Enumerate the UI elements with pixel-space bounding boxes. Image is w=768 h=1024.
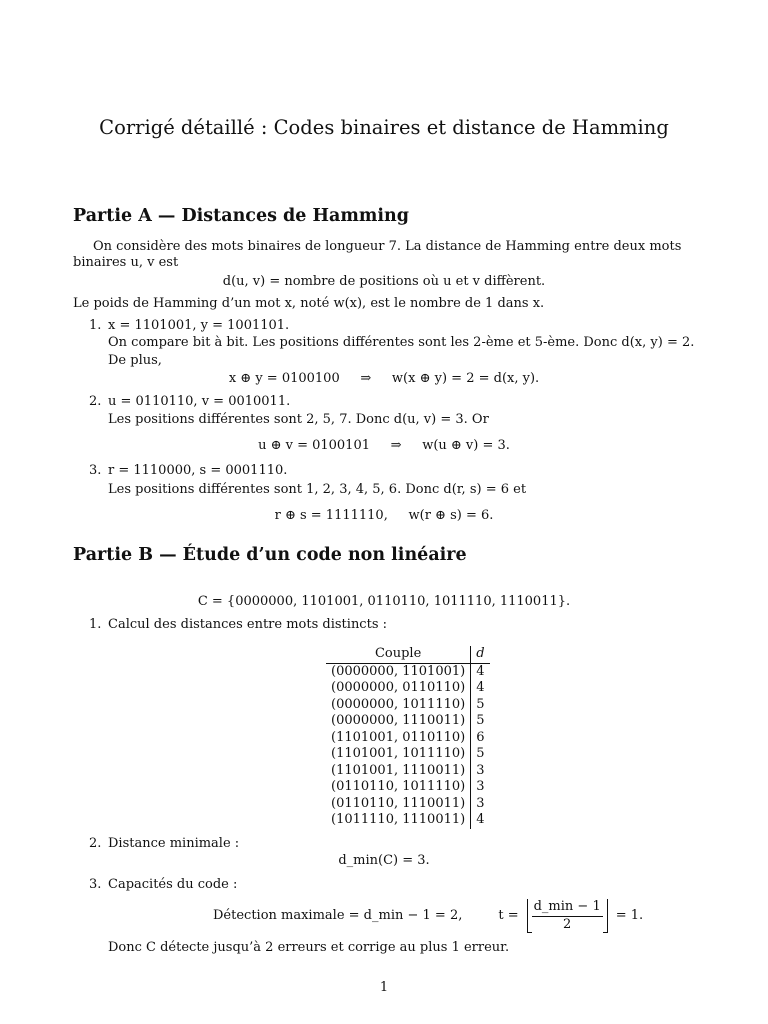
distance-cell: 5 xyxy=(471,697,490,714)
detection-equation: Détection maximale = d_min − 1 = 2, xyxy=(213,907,463,923)
column-header-d: d xyxy=(471,646,490,663)
distance-cell: 5 xyxy=(471,746,490,763)
section-heading-b: Partie B — Étude d’un code non linéaire xyxy=(73,545,467,565)
couple-cell: (1101001, 1110011) xyxy=(331,762,466,778)
code-definition: C = {0000000, 1101001, 0110110, 1011110, 1110011}. xyxy=(197,594,571,609)
fraction-numerator: d_min − 1 xyxy=(532,899,603,916)
item-words: u = 0110110, v = 0010011. xyxy=(108,394,291,409)
couple-cell: (0110110, 1011110) xyxy=(331,779,466,794)
capacity-equations xyxy=(213,896,643,936)
fraction-denominator: 2 xyxy=(563,916,572,932)
table-row xyxy=(326,812,490,829)
couple-cell: (1011110, 1110011) xyxy=(331,812,466,827)
item-words: r = 1110000, s = 0001110. xyxy=(108,463,288,478)
t-result: = 1. xyxy=(615,907,644,923)
table-row xyxy=(326,746,490,763)
couple-cell: (1101001, 0110110) xyxy=(331,729,466,745)
couple-cell: (0000000, 1101001) xyxy=(331,663,466,679)
couple-cell: (1101001, 1011110) xyxy=(331,746,466,761)
couple-cell: (0000000, 0110110) xyxy=(331,680,466,695)
column-header-couple: Couple xyxy=(326,646,471,663)
list-number: 2. xyxy=(89,836,102,851)
distance-cell: 3 xyxy=(471,763,490,780)
distance-cell: 4 xyxy=(471,663,490,680)
item-text: Les positions différentes sont 2, 5, 7. Donc d(u, v) = 3. Or xyxy=(108,412,489,427)
couple-cell: (0110110, 1110011) xyxy=(331,795,466,811)
list-number: 1. xyxy=(89,318,102,333)
couple-cell: (0000000, 1011110) xyxy=(331,696,466,712)
table-row xyxy=(326,779,490,796)
table-row xyxy=(326,730,490,747)
distance-cell: 6 xyxy=(471,730,490,747)
intro-paragraph: On considère des mots binaires de longueur 7. La distance de Hamming entre deux mots binaires u, v est xyxy=(73,239,682,271)
xor-equation: r ⊕ s = 1111110, w(r ⊕ s) = 6. xyxy=(274,508,494,523)
list-number: 1. xyxy=(89,617,102,632)
item-text: Capacités du code : xyxy=(108,877,238,892)
list-number: 2. xyxy=(89,394,102,409)
table-row xyxy=(326,713,490,730)
item-text: Calcul des distances entre mots distincts : xyxy=(108,617,387,632)
page-title: Corrigé détaillé : Codes binaires et distance de Hamming xyxy=(99,116,669,139)
table-row xyxy=(326,680,490,697)
distance-definition: d(u, v) = nombre de positions où u et v diffèrent. xyxy=(222,274,546,289)
t-label: t = xyxy=(498,907,519,923)
table-row xyxy=(326,796,490,813)
floor-expression xyxy=(527,899,608,933)
table-row xyxy=(326,697,490,714)
distance-cell: 5 xyxy=(471,713,490,730)
list-number: 3. xyxy=(89,463,102,478)
fraction xyxy=(532,899,603,933)
table-header-row xyxy=(326,646,490,663)
table-row xyxy=(326,763,490,780)
distance-cell: 3 xyxy=(471,796,490,813)
item-text: On compare bit à bit. Les positions différentes sont les 2-ème et 5-ème. Donc d(x, y) = 2. xyxy=(108,335,695,350)
xor-equation: x ⊕ y = 0100100 ⇒ w(x ⊕ y) = 2 = d(x, y). xyxy=(228,371,540,386)
item-text: Les positions différentes sont 1, 2, 3, 4, 5, 6. Donc d(r, s) = 6 et xyxy=(108,482,527,497)
list-number: 3. xyxy=(89,877,102,892)
dmin-equation: d_min(C) = 3. xyxy=(338,853,430,868)
page-number: 1 xyxy=(379,980,389,995)
distance-cell: 3 xyxy=(471,779,490,796)
xor-equation: u ⊕ v = 0100101 ⇒ w(u ⊕ v) = 3. xyxy=(258,438,510,453)
weight-definition: Le poids de Hamming d’un mot x, noté w(x), est le nombre de 1 dans x. xyxy=(73,296,545,311)
item-text: Distance minimale : xyxy=(108,836,240,851)
item-text: De plus, xyxy=(108,353,162,368)
couple-cell: (0000000, 1110011) xyxy=(331,713,466,728)
item-words: x = 1101001, y = 1001101. xyxy=(108,318,290,333)
conclusion-text: Donc C détecte jusqu’à 2 erreurs et corrige au plus 1 erreur. xyxy=(108,940,510,955)
table-row xyxy=(326,663,490,680)
distance-cell: 4 xyxy=(471,680,490,697)
distance-cell: 4 xyxy=(471,812,490,829)
distance-table xyxy=(326,646,490,829)
section-heading-a: Partie A — Distances de Hamming xyxy=(73,206,410,226)
